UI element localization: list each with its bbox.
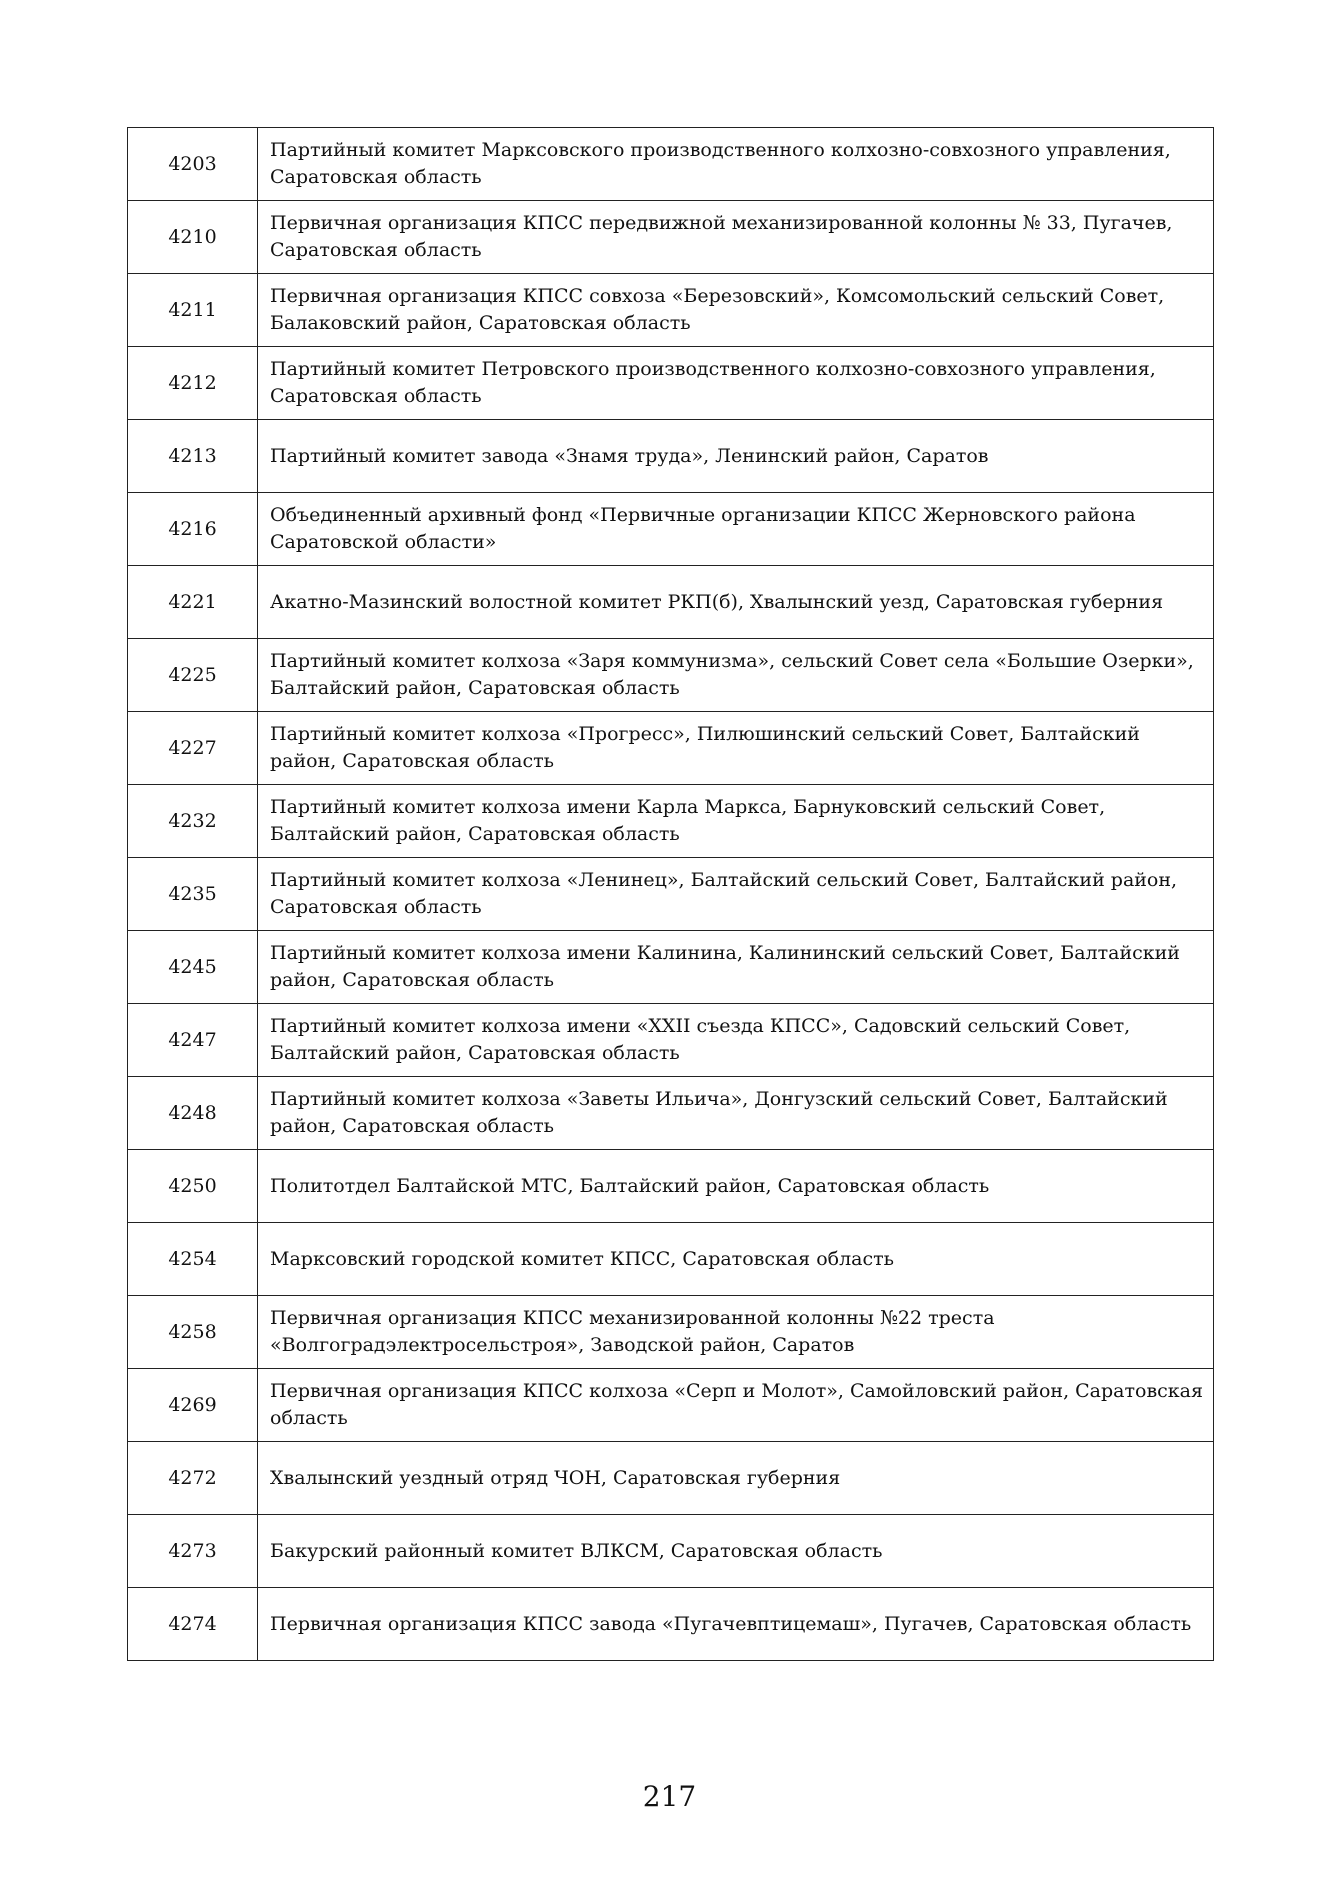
table-row: [128, 1296, 1214, 1369]
table-row: [128, 1369, 1214, 1442]
table-row: [128, 639, 1214, 712]
table-row: [128, 1004, 1214, 1077]
fund-number: 4269: [128, 1369, 258, 1442]
fund-name: Партийный комитет колхоза «Прогресс», Пилюшинский сельский Совет, Балтайский район, Саратовская область: [258, 712, 1214, 785]
table-row: [128, 1588, 1214, 1661]
fund-name: Акатно-Мазинский волостной комитет РКП(б), Хвалынский уезд, Саратовская губерния: [258, 566, 1214, 639]
fund-number: 4247: [128, 1004, 258, 1077]
fund-name: Партийный комитет завода «Знамя труда», Ленинский район, Саратов: [258, 420, 1214, 493]
table-row: [128, 493, 1214, 566]
table-row: [128, 1515, 1214, 1588]
fund-name: Партийный комитет Петровского производственного колхозно-совхозного управления, Саратовская область: [258, 347, 1214, 420]
fund-number: 4274: [128, 1588, 258, 1661]
fund-number: 4227: [128, 712, 258, 785]
fund-number: 4273: [128, 1515, 258, 1588]
fund-number: 4211: [128, 274, 258, 347]
fund-number: 4212: [128, 347, 258, 420]
fund-name: Партийный комитет колхоза «Заря коммунизма», сельский Совет села «Большие Озерки», Балтайский район, Саратовская область: [258, 639, 1214, 712]
fund-name: Партийный комитет колхоза «Ленинец», Балтайский сельский Совет, Балтайский район, Саратовская область: [258, 858, 1214, 931]
fund-number: 4272: [128, 1442, 258, 1515]
fund-number: 4221: [128, 566, 258, 639]
fund-number: 4245: [128, 931, 258, 1004]
table-row: [128, 1150, 1214, 1223]
fund-name: Первичная организация КПСС передвижной механизированной колонны № 33, Пугачев, Саратовская область: [258, 201, 1214, 274]
fund-name: Партийный комитет колхоза «Заветы Ильича», Донгузский сельский Совет, Балтайский район, Саратовская область: [258, 1077, 1214, 1150]
fund-list-table: [127, 127, 1214, 1661]
table-row: [128, 420, 1214, 493]
fund-name: Первичная организация КПСС механизированной колонны №22 треста «Волгоградэлектросельстроя», Заводской район, Саратов: [258, 1296, 1214, 1369]
fund-number: 4250: [128, 1150, 258, 1223]
table-row: [128, 566, 1214, 639]
fund-name: Партийный комитет колхоза имени «XXII съезда КПСС», Садовский сельский Совет, Балтайский район, Саратовская область: [258, 1004, 1214, 1077]
fund-number: 4248: [128, 1077, 258, 1150]
table-row: [128, 128, 1214, 201]
fund-number: 4216: [128, 493, 258, 566]
table-row: [128, 201, 1214, 274]
fund-number: 4258: [128, 1296, 258, 1369]
table-row: [128, 785, 1214, 858]
fund-name: Партийный комитет колхоза имени Калинина, Калининский сельский Совет, Балтайский район, Саратовская область: [258, 931, 1214, 1004]
table-row: [128, 712, 1214, 785]
table-row: [128, 347, 1214, 420]
fund-name: Марксовский городской комитет КПСС, Саратовская область: [258, 1223, 1214, 1296]
table-row: [128, 1442, 1214, 1515]
fund-number: 4210: [128, 201, 258, 274]
fund-number: 4203: [128, 128, 258, 201]
fund-number: 4235: [128, 858, 258, 931]
fund-number: 4232: [128, 785, 258, 858]
fund-name: Политотдел Балтайской МТС, Балтайский район, Саратовская область: [258, 1150, 1214, 1223]
fund-name: Первичная организация КПСС совхоза «Березовский», Комсомольский сельский Совет, Балаковский район, Саратовская область: [258, 274, 1214, 347]
table-row: [128, 931, 1214, 1004]
fund-name: Первичная организация КПСС колхоза «Серп и Молот», Самойловский район, Саратовская область: [258, 1369, 1214, 1442]
fund-name: Объединенный архивный фонд «Первичные организации КПСС Жерновского района Саратовской области»: [258, 493, 1214, 566]
table-row: [128, 858, 1214, 931]
table-row: [128, 274, 1214, 347]
fund-name: Хвалынский уездный отряд ЧОН, Саратовская губерния: [258, 1442, 1214, 1515]
fund-number: 4254: [128, 1223, 258, 1296]
fund-name: Партийный комитет колхоза имени Карла Маркса, Барнуковский сельский Совет, Балтайский район, Саратовская область: [258, 785, 1214, 858]
fund-number: 4213: [128, 420, 258, 493]
fund-name: Первичная организация КПСС завода «Пугачевптицемаш», Пугачев, Саратовская область: [258, 1588, 1214, 1661]
fund-name: Партийный комитет Марксовского производственного колхозно-совхозного управления, Саратовская область: [258, 128, 1214, 201]
fund-number: 4225: [128, 639, 258, 712]
table-row: [128, 1223, 1214, 1296]
table-row: [128, 1077, 1214, 1150]
page-number: 217: [642, 1780, 697, 1813]
fund-name: Бакурский районный комитет ВЛКСМ, Саратовская область: [258, 1515, 1214, 1588]
